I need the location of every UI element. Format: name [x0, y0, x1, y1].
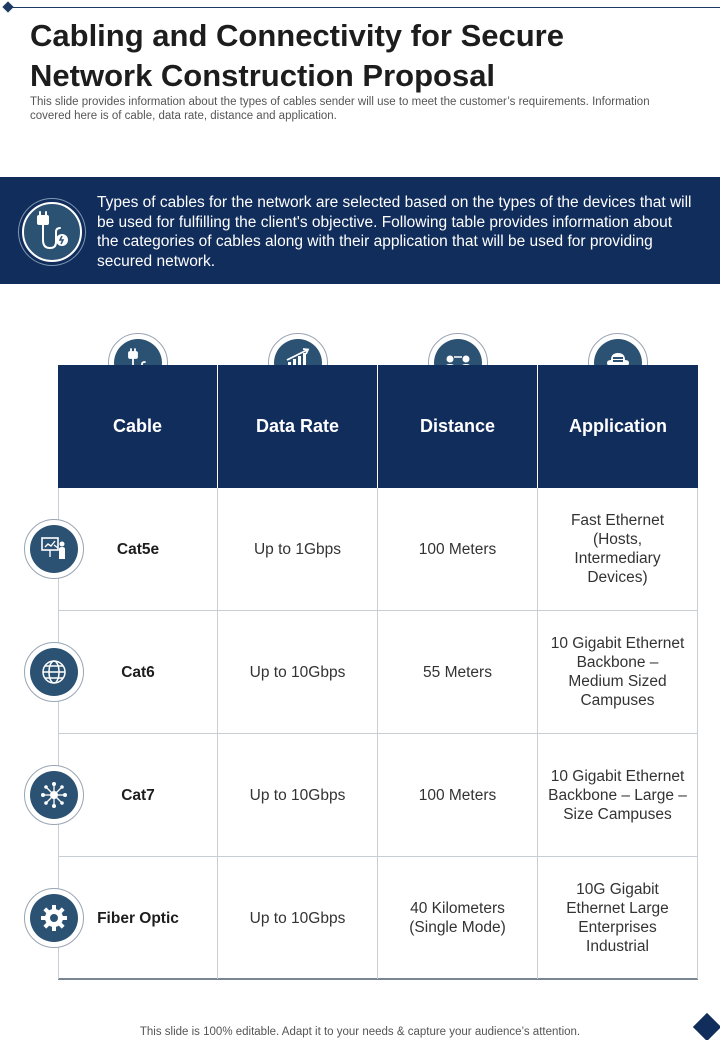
table-row	[58, 488, 698, 611]
intro-banner	[0, 177, 720, 284]
cell-data-rate: Up to 1Gbps	[218, 488, 378, 610]
cell-application: 10 Gigabit Ethernet Backbone – Large – Size Campuses	[538, 734, 698, 856]
cell-application: Fast Ethernet (Hosts, Intermediary Devices)	[538, 488, 698, 610]
banner-text: Types of cables for the network are selected based on the types of the devices that will be used for fulfilling the client's objective. Following table provides information about the categories of cables along with their application that will be used for providing secured network.	[97, 194, 692, 270]
cell-data-rate: Up to 10Gbps	[218, 734, 378, 856]
header-cable: Cable	[58, 365, 218, 488]
header-distance: Distance	[378, 365, 538, 488]
globe-icon	[24, 642, 84, 702]
gear-icon	[24, 888, 84, 948]
plug-icon	[22, 202, 82, 262]
presentation-icon	[24, 519, 84, 579]
cell-application: 10G Gigabit Ethernet Large Enterprises Industrial	[538, 857, 698, 979]
cell-distance: 40 Kilometers (Single Mode)	[378, 857, 538, 979]
cell-distance: 55 Meters	[378, 611, 538, 733]
table-row	[58, 857, 698, 980]
table-header	[58, 365, 698, 488]
top-rule	[10, 7, 720, 8]
cell-cable: Cat7	[58, 734, 218, 856]
cell-data-rate: Up to 10Gbps	[218, 611, 378, 733]
footer-note: This slide is 100% editable. Adapt it to your needs & capture your audience’s attention.	[139, 1026, 581, 1038]
cell-cable: Cat5e	[58, 488, 218, 610]
network-hub-icon	[24, 765, 84, 825]
cell-data-rate: Up to 10Gbps	[218, 857, 378, 979]
cell-distance: 100 Meters	[378, 734, 538, 856]
cable-table	[58, 365, 698, 980]
top-diamond-decoration	[2, 1, 13, 12]
page-title: Cabling and Connectivity for Secure Network Construction Proposal	[30, 18, 564, 93]
table-row	[58, 734, 698, 857]
cell-application: 10 Gigabit Ethernet Backbone – Medium Sized Campuses	[538, 611, 698, 733]
cell-cable: Cat6	[58, 611, 218, 733]
page-subtitle: This slide provides information about the types of cables sender will use to meet the customer’s requirements. Information covered here is of cable, data rate, distance and application.	[30, 96, 650, 122]
header-application: Application	[569, 416, 667, 436]
table-row	[58, 611, 698, 734]
cell-cable: Fiber Optic	[58, 857, 218, 979]
cell-distance: 100 Meters	[378, 488, 538, 610]
header-data-rate: Data Rate	[218, 365, 378, 488]
